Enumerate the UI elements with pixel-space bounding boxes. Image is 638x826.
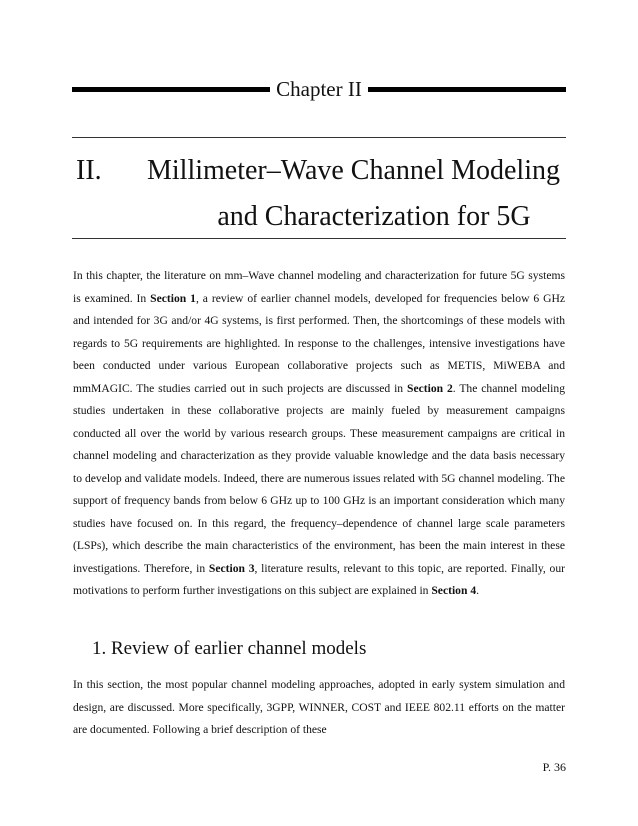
title-rule-top — [72, 137, 566, 138]
chapter-title-number: II. — [76, 155, 102, 186]
chapter-bar-left — [72, 87, 270, 92]
section-4-reference: Section 4 — [431, 584, 477, 597]
section-2-reference: Section 2 — [407, 381, 453, 395]
section-3-reference: Section 3 — [208, 561, 255, 575]
intro-text-3: . The channel modeling studies undertaken in these collaborative projects are mainly fueled by measurement campaigns conducted all over the world by various research groups. These measurement campaigns are critical in channel modeling and characterization as they provide valuable knowledge and the data basis necessary to develop and validate models. Indeed, there are numerous issues related with 5G channel modeling. The support of frequency bands from below 6 GHz up to 100 GHz is an important consideration which many studies have focused on. In this regard, the frequency–dependence of channel large scale parameters (LSPs), which describe the main characteristics of the environment, has been the main interest in these investigations. Therefore, in — [73, 381, 565, 575]
chapter-bar-right — [368, 87, 566, 92]
intro-text-5: . — [476, 584, 480, 597]
section-1-reference: Section 1 — [150, 291, 196, 305]
section-1-title: Review of earlier channel models — [111, 638, 367, 659]
intro-paragraph — [73, 265, 565, 603]
chapter-banner — [72, 76, 566, 102]
intro-text-1: In this chapter, the literature on mm–Wave channel modeling and characterization for future 5G systems is examined. In — [73, 269, 565, 305]
intro-text-2: , a review of earlier channel models, developed for frequencies below 6 GHz and intended for 3G and/or 4G systems, is first performed. Then, the shortcomings of these models with regards to 5G requirements are highlighted. In response to the challenges, intensive investigations have been conducted under various European collaborative projects such as METIS, MiWEBA and mmMAGIC. The studies carried out in such projects are discussed in — [73, 291, 565, 395]
chapter-title-line-1: Millimeter–Wave Channel Modeling — [147, 155, 560, 186]
page-number: P. 36 — [542, 760, 566, 774]
section-1-number: 1. — [92, 638, 107, 659]
chapter-label: Chapter II — [276, 77, 362, 101]
chapter-title-line-2: and Characterization for 5G — [217, 201, 531, 232]
title-rule-bottom — [72, 238, 566, 239]
section-1-paragraph: In this section, the most popular channel modeling approaches, adopted in early system simulation and design, are discussed. More specifically, 3GPP, WINNER, COST and IEEE 802.11 efforts on the matter are documented. Following a brief description of these — [73, 678, 565, 736]
section-1-heading — [92, 636, 366, 662]
intro-text-4: , literature results, relevant to this topic, are reported. Finally, our motivations to perform further investigations on this subject are explained in — [73, 561, 566, 597]
